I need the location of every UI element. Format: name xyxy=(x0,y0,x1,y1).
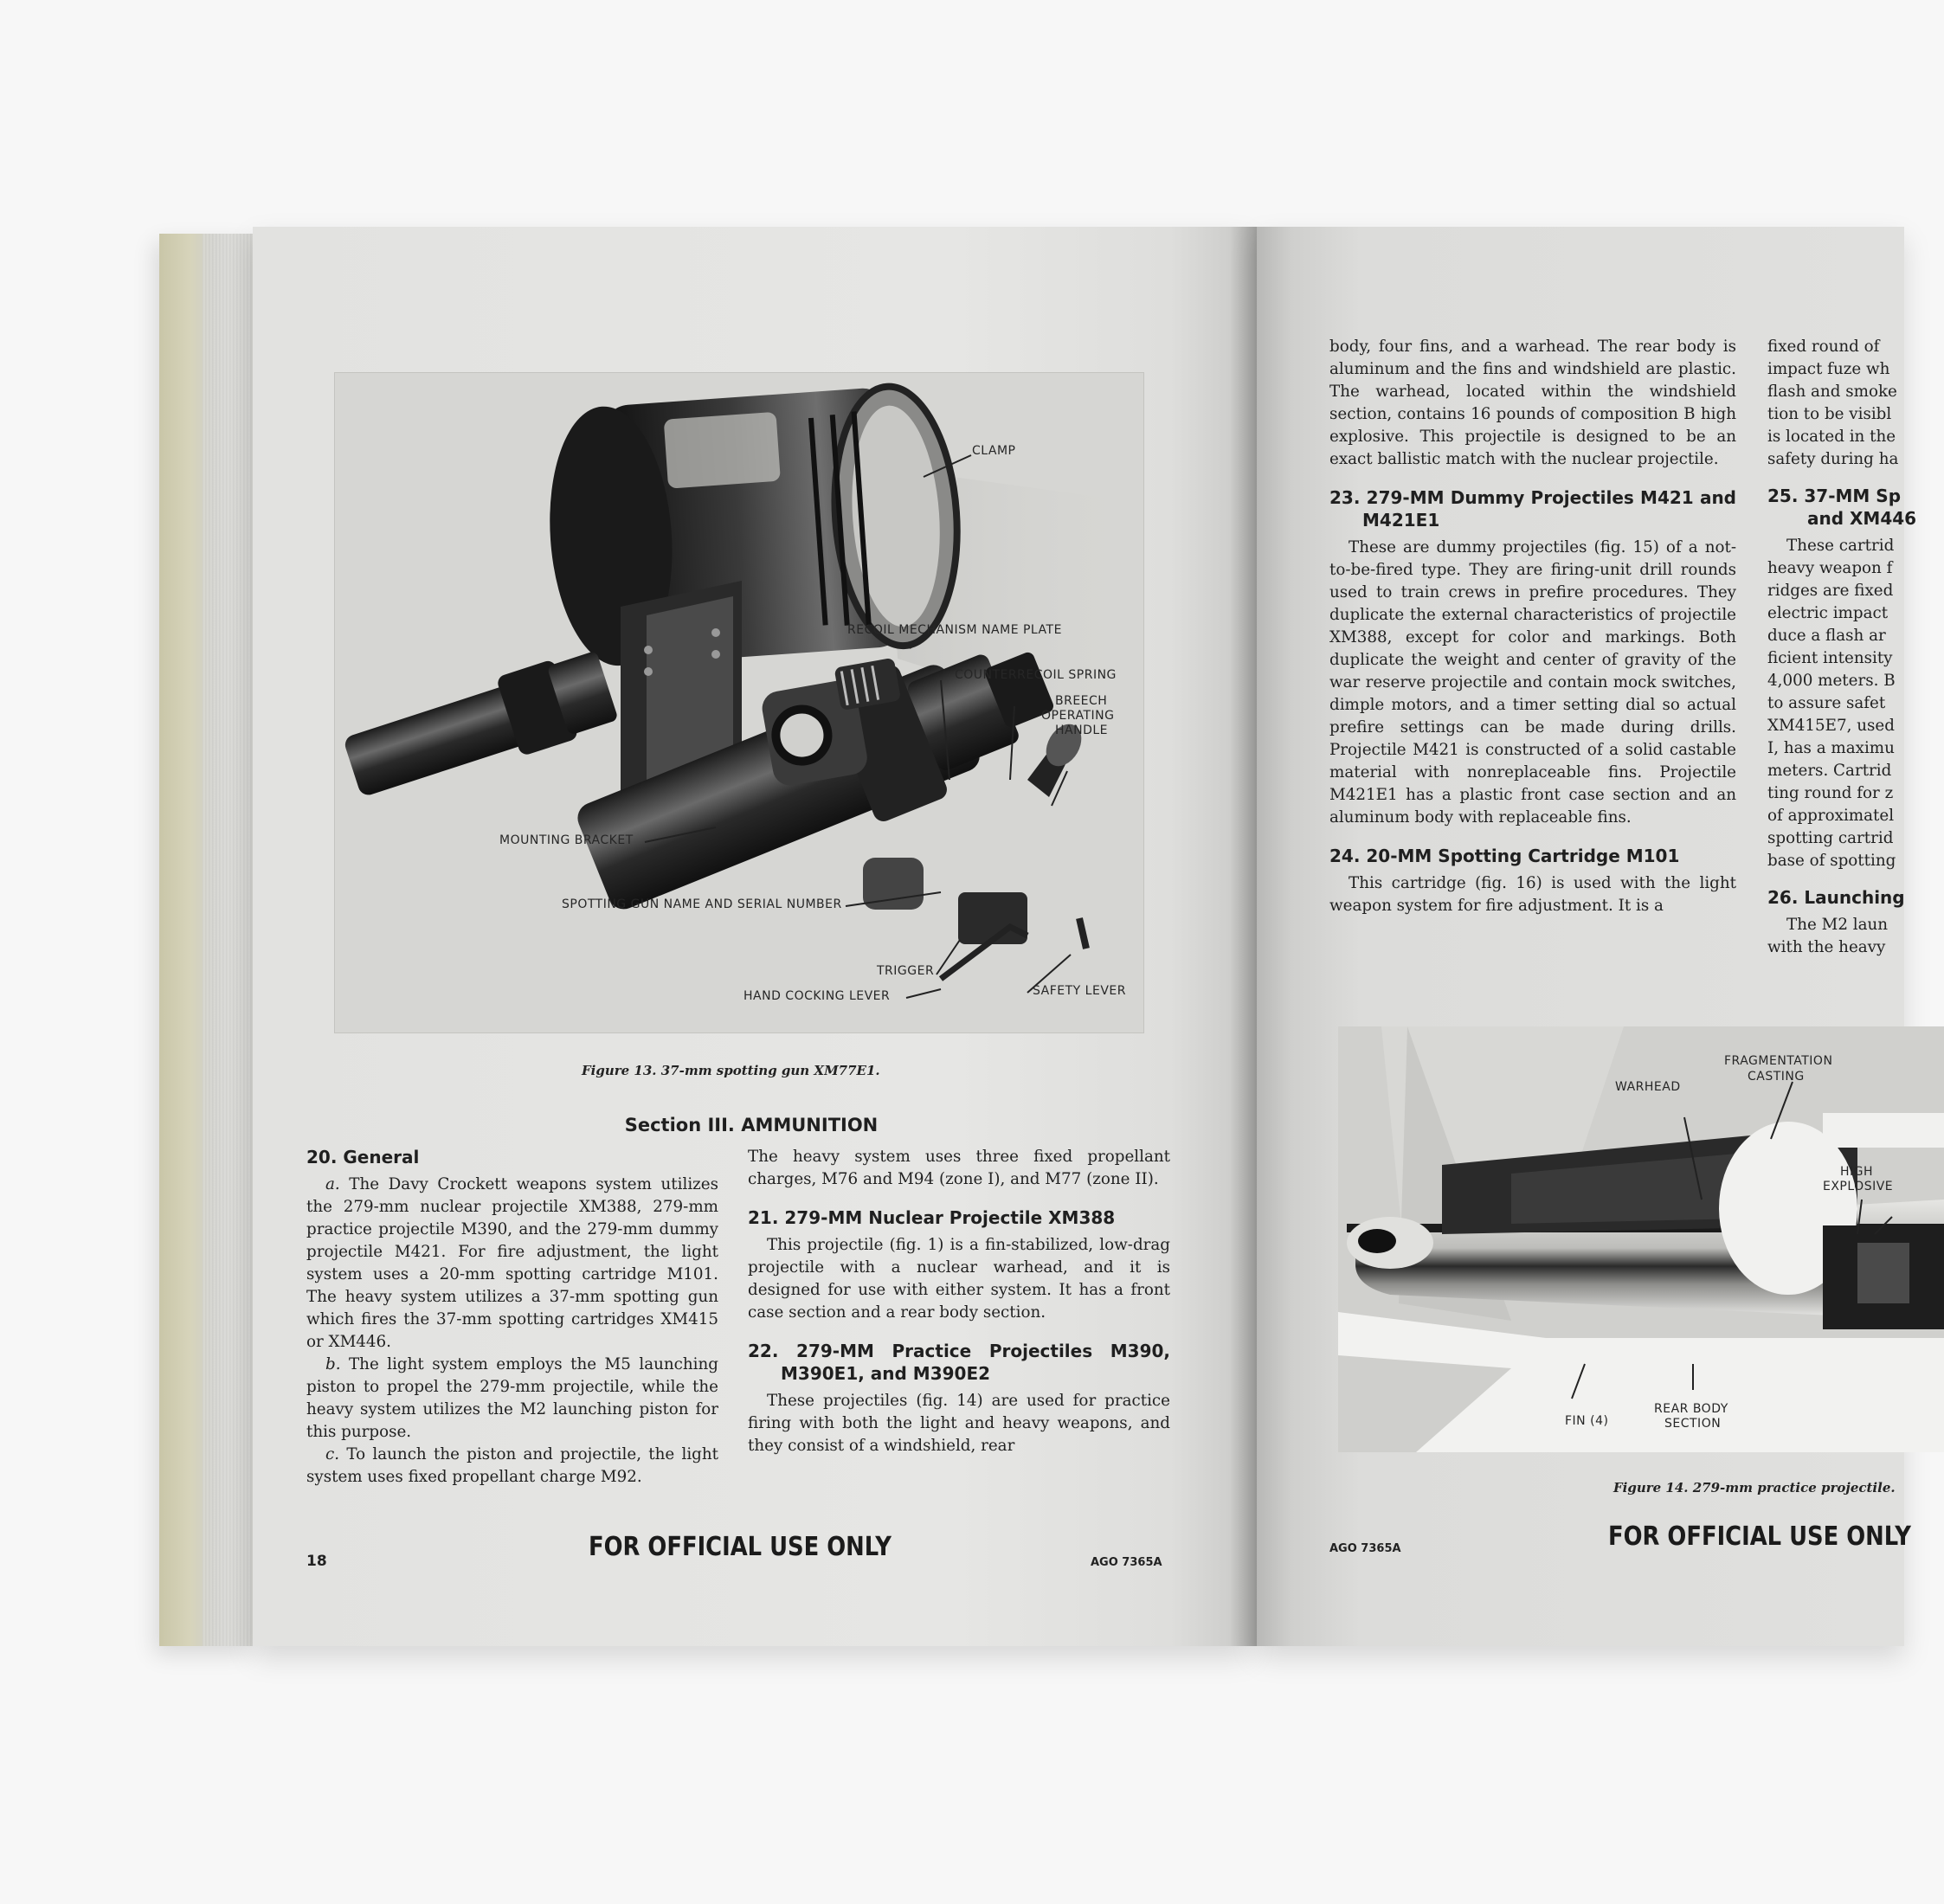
official-use-footer-right: FOR OFFICIAL USE ONLY xyxy=(1608,1521,1911,1552)
callout-fragmentation-1: FRAGMENTATION xyxy=(1724,1054,1833,1068)
page-number: 18 xyxy=(306,1553,327,1570)
spotting-gun-drawing xyxy=(335,373,1143,1032)
col2-line: I, has a maximu xyxy=(1767,739,1895,757)
col2-line: ficient intensity xyxy=(1767,649,1893,667)
heading-22: 22. 279-MM Practice Projectiles M390, M390E1, and M390E2 xyxy=(748,1341,1170,1384)
callout-hand-cocking-lever: HAND COCKING LEVER xyxy=(743,989,891,1003)
paragraph-23: These are dummy projectiles (fig. 15) of a not-to-be-fired type. They are firing-unit drill rounds used to train crews in prefire procedures. They duplicate the external characteristics of projectile XM388, except for color and markings. Both duplicate the weight and center of gravity of the war reserve projectile and contain mock switches, dimple motors, and a timer setting dial so actual prefire settings can be made during drills. Projectile M421 is constructed of a solid castable material with nonreplaceable fins. Projectile M421E1 has a plastic front case section and an aluminum body with replaceable fins. xyxy=(1329,538,1736,827)
col2-line: The M2 laun xyxy=(1786,916,1889,934)
paragraph-20a: a. The Davy Crockett weapons system utilizes the 279-mm nuclear projectile XM388, 279-mm practice projectile M390, and the 279-mm dummy projectile M421. For fire adjustment, the light system uses a 20-mm spotting cartridge M101. The heavy system utilizes a 37-mm spotting gun which fires the 37-mm spotting cartridges XM415 or XM446. xyxy=(306,1175,719,1351)
right-column-2-clipped xyxy=(1767,336,1941,959)
callout-high-explosive-1: HIGH xyxy=(1840,1165,1874,1179)
col2-line: base of spotting xyxy=(1767,852,1896,870)
section-title: Section III. AMMUNITION xyxy=(624,1115,879,1135)
col2-line: meters. Cartrid xyxy=(1767,762,1892,780)
paragraph-22-cont: body, four fins, and a warhead. The rear body is aluminum and the fins and windshield are plastic. The warhead, located within the windshield section, contains 16 pounds of composition B high explosive. This projectile is designed to be an exact ballistic match with the nuclear projectile. xyxy=(1329,338,1736,468)
col2-line: with the heavy xyxy=(1767,938,1886,956)
col2-line: XM415E7, used xyxy=(1767,717,1895,735)
right-page xyxy=(1257,227,1917,1646)
col2-line: spotting cartrid xyxy=(1767,829,1894,847)
col2-line: flash and smoke xyxy=(1767,383,1897,401)
col2-line: of approximatel xyxy=(1767,807,1895,825)
callout-serial-number: SPOTTING GUN NAME AND SERIAL NUMBER xyxy=(562,897,842,911)
heading-20: 20. General xyxy=(306,1147,420,1167)
col2-line: impact fuze wh xyxy=(1767,360,1890,378)
callout-fragmentation-2: CASTING xyxy=(1748,1070,1805,1084)
figure-13-spotting-gun xyxy=(334,372,1144,1033)
heading-24: 24. 20-MM Spotting Cartridge M101 xyxy=(1329,846,1680,866)
callout-fin: FIN (4) xyxy=(1565,1414,1609,1428)
col2-line: is located in the xyxy=(1767,428,1896,446)
col2-line: ridges are fixed xyxy=(1767,582,1894,600)
callout-breech-3: HANDLE xyxy=(1055,724,1109,737)
ago-number-right: AGO 7365A xyxy=(1329,1542,1401,1555)
heading-26: 26. Launching xyxy=(1767,887,1905,908)
right-column-1 xyxy=(1329,336,1736,917)
paragraph-22: These projectiles (fig. 14) are used for practice firing with both the light and heavy weapons, and they consist of a windshield, rear xyxy=(748,1392,1170,1455)
left-page xyxy=(253,227,1250,1646)
callout-breech-1: BREECH xyxy=(1055,694,1108,708)
heading-25-line2: and XM446 xyxy=(1807,508,1917,529)
paragraph-20c-cont: The heavy system uses three fixed propellant charges, M76 and M94 (zone I), and M77 (zone II). xyxy=(748,1148,1170,1188)
col2-line: These cartrid xyxy=(1786,537,1895,555)
figure-13-caption: Figure 13. 37-mm spotting gun XM77E1. xyxy=(582,1063,880,1078)
col2-line: duce a flash ar xyxy=(1767,627,1886,645)
ago-number: AGO 7365A xyxy=(1091,1556,1162,1569)
callout-counterrecoil-spring: COUNTERRECOIL SPRING xyxy=(955,668,1117,682)
callout-safety-lever: SAFETY LEVER xyxy=(1033,984,1126,998)
official-use-footer: FOR OFFICIAL USE ONLY xyxy=(589,1532,892,1562)
paragraph-21: This projectile (fig. 1) is a fin-stabilized, low-drag projectile with a nuclear warhead, and it is designed for use with either system. It has a front case section and a rear body section. xyxy=(748,1236,1170,1322)
heading-25-line1: 25. 37-MM Sp xyxy=(1767,486,1902,506)
callout-warhead: WARHEAD xyxy=(1615,1080,1681,1094)
heading-21: 21. 279-MM Nuclear Projectile XM388 xyxy=(748,1207,1116,1228)
paragraph-20c: c. To launch the piston and projectile, the light system uses fixed propellant charge M92. xyxy=(306,1445,719,1486)
col2-line: electric impact xyxy=(1767,604,1889,622)
col2-line: to assure safet xyxy=(1767,694,1886,712)
col2-line: fixed round of xyxy=(1767,338,1880,356)
callout-rear-body-1: REAR BODY xyxy=(1654,1402,1728,1416)
col2-line: ting round for z xyxy=(1767,784,1894,802)
callout-rear-body-2: SECTION xyxy=(1664,1417,1722,1431)
col2-line: safety during ha xyxy=(1767,450,1899,468)
col2-line: tion to be visibl xyxy=(1767,405,1892,423)
figure-14-caption: Figure 14. 279-mm practice projectile. xyxy=(1613,1480,1896,1496)
page-stack-edge xyxy=(159,234,253,1646)
paragraph-20b: b. The light system employs the M5 launching piston to propel the 279-mm projectile, while the heavy system utilizes the M2 launching piston for this purpose. xyxy=(306,1355,718,1441)
left-column-1 xyxy=(306,1146,718,1489)
callout-recoil-plate: RECOIL MECHANISM NAME PLATE xyxy=(847,623,1062,637)
callout-breech-2: OPERATING xyxy=(1041,709,1115,723)
callout-high-explosive-2: EXPLOSIVE xyxy=(1823,1180,1894,1193)
col2-line: heavy weapon f xyxy=(1767,559,1893,577)
left-column-2 xyxy=(748,1146,1170,1457)
figure-14-practice-projectile xyxy=(1338,1026,1944,1452)
paragraph-24: This cartridge (fig. 16) is used with the light weapon system for fire adjustment. It is a xyxy=(1329,874,1736,915)
callout-clamp: CLAMP xyxy=(972,444,1016,458)
callout-mounting-bracket: MOUNTING BRACKET xyxy=(499,833,634,847)
col2-line: 4,000 meters. B xyxy=(1767,672,1896,690)
callout-trigger: TRIGGER xyxy=(877,964,935,978)
heading-23: 23. 279-MM Dummy Projectiles M421 and M421E1 xyxy=(1329,487,1736,531)
